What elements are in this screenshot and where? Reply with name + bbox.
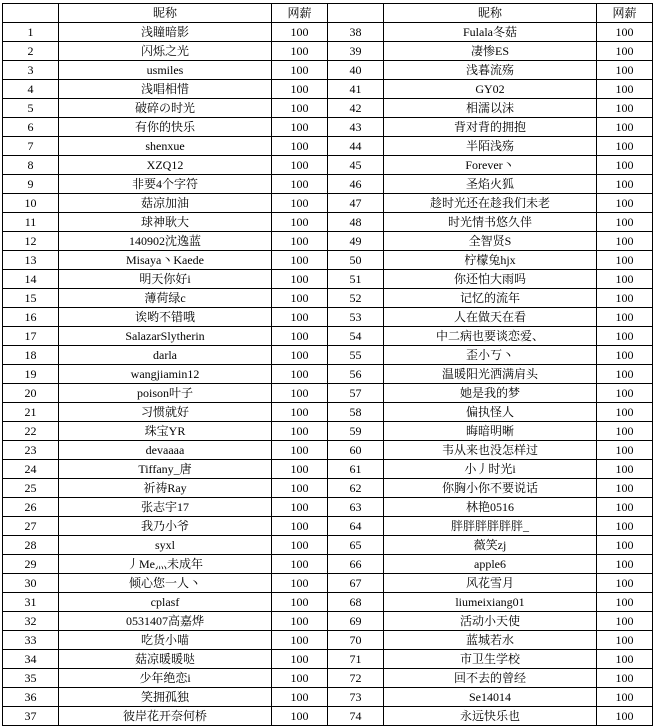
cell-left-salary[interactable]: 100 [272, 23, 328, 42]
cell-right-salary[interactable]: 100 [597, 308, 653, 327]
cell-right-index[interactable]: 61 [328, 460, 384, 479]
cell-right-index[interactable]: 47 [328, 194, 384, 213]
cell-left-salary[interactable]: 100 [272, 251, 328, 270]
table-row [3, 384, 653, 403]
cell-left-index[interactable]: 35 [3, 669, 59, 688]
cell-right-name[interactable]: 时光情书悠久伴 [384, 213, 597, 232]
cell-left-salary[interactable]: 100 [272, 42, 328, 61]
cell-left-index[interactable]: 11 [3, 213, 59, 232]
table-row [3, 593, 653, 612]
cell-right-name[interactable]: 风花雪月 [384, 574, 597, 593]
cell-right-name[interactable]: Se14014 [384, 688, 597, 707]
cell-left-name[interactable]: 诶哟不错哦 [59, 308, 272, 327]
cell-left-salary[interactable]: 100 [272, 479, 328, 498]
cell-left-salary[interactable]: 100 [272, 631, 328, 650]
cell-right-salary[interactable]: 100 [597, 403, 653, 422]
cell-left-index[interactable]: 18 [3, 346, 59, 365]
cell-left-name[interactable]: 丿Me灬未成年 [59, 555, 272, 574]
cell-left-salary[interactable]: 100 [272, 308, 328, 327]
table-row [3, 536, 653, 555]
cell-left-salary[interactable]: 100 [272, 555, 328, 574]
cell-right-index[interactable]: 69 [328, 612, 384, 631]
cell-right-salary[interactable]: 100 [597, 479, 653, 498]
cell-left-index[interactable]: 26 [3, 498, 59, 517]
cell-left-name[interactable]: 浅瞳暗影 [59, 23, 272, 42]
cell-left-name[interactable]: Tiffany_唐 [59, 460, 272, 479]
table-row [3, 194, 653, 213]
cell-right-index[interactable]: 41 [328, 80, 384, 99]
cell-right-name[interactable]: 趁时光还在趁我们未老 [384, 194, 597, 213]
header-name-left: 昵称 [59, 4, 272, 23]
table-row [3, 99, 653, 118]
cell-right-salary[interactable]: 100 [597, 23, 653, 42]
cell-right-salary[interactable]: 100 [597, 270, 653, 289]
table-row [3, 688, 653, 707]
cell-left-name[interactable]: devaaaa [59, 441, 272, 460]
cell-right-index[interactable]: 44 [328, 137, 384, 156]
cell-right-name[interactable]: 圣焰火狐 [384, 175, 597, 194]
cell-left-index[interactable]: 37 [3, 707, 59, 726]
cell-right-name[interactable]: 温暖阳光洒满肩头 [384, 365, 597, 384]
cell-left-salary[interactable]: 100 [272, 650, 328, 669]
table-row [3, 80, 653, 99]
cell-left-name[interactable]: 薄荷绿c [59, 289, 272, 308]
cell-right-salary[interactable]: 100 [597, 517, 653, 536]
cell-left-salary[interactable]: 100 [272, 536, 328, 555]
cell-left-index[interactable]: 7 [3, 137, 59, 156]
cell-right-name[interactable]: 晦暗明晰 [384, 422, 597, 441]
cell-right-name[interactable]: 柠檬兔hjx [384, 251, 597, 270]
cell-left-salary[interactable]: 100 [272, 270, 328, 289]
nickname-salary-table [2, 3, 653, 726]
cell-left-salary[interactable]: 100 [272, 213, 328, 232]
cell-left-salary[interactable]: 100 [272, 99, 328, 118]
cell-left-name[interactable]: 非要4个字符 [59, 175, 272, 194]
cell-left-salary[interactable]: 100 [272, 232, 328, 251]
table-row [3, 479, 653, 498]
cell-left-name[interactable]: 菇凉暖暖哒 [59, 650, 272, 669]
cell-left-salary[interactable]: 100 [272, 175, 328, 194]
cell-right-index[interactable]: 66 [328, 555, 384, 574]
cell-right-salary[interactable]: 100 [597, 688, 653, 707]
cell-left-name[interactable]: 珠宝YR [59, 422, 272, 441]
cell-left-name[interactable]: shenxue [59, 137, 272, 156]
cell-right-index[interactable]: 39 [328, 42, 384, 61]
cell-left-salary[interactable]: 100 [272, 80, 328, 99]
cell-right-name[interactable]: 蓝城若水 [384, 631, 597, 650]
cell-left-salary[interactable]: 100 [272, 593, 328, 612]
cell-right-index[interactable]: 71 [328, 650, 384, 669]
cell-right-salary[interactable]: 100 [597, 498, 653, 517]
cell-left-index[interactable]: 32 [3, 612, 59, 631]
cell-left-salary[interactable]: 100 [272, 346, 328, 365]
table-row [3, 650, 653, 669]
cell-right-name[interactable]: GY02 [384, 80, 597, 99]
cell-left-salary[interactable]: 100 [272, 707, 328, 726]
cell-left-salary[interactable]: 100 [272, 61, 328, 80]
cell-left-name[interactable]: 张志宇17 [59, 498, 272, 517]
cell-left-salary[interactable]: 100 [272, 688, 328, 707]
cell-left-salary[interactable]: 100 [272, 403, 328, 422]
cell-right-name[interactable]: 活动小天使 [384, 612, 597, 631]
cell-left-salary[interactable]: 100 [272, 669, 328, 688]
cell-left-index[interactable]: 5 [3, 99, 59, 118]
cell-right-index[interactable]: 65 [328, 536, 384, 555]
cell-right-salary[interactable]: 100 [597, 213, 653, 232]
header-salary-left: 网薪 [272, 4, 328, 23]
cell-right-name[interactable]: 中二病也要谈恋爱、 [384, 327, 597, 346]
cell-left-index[interactable]: 34 [3, 650, 59, 669]
cell-left-salary[interactable]: 100 [272, 441, 328, 460]
table-row [3, 631, 653, 650]
cell-right-index[interactable]: 48 [328, 213, 384, 232]
table-row [3, 460, 653, 479]
cell-left-index[interactable]: 23 [3, 441, 59, 460]
header-salary-right: 网薪 [597, 4, 653, 23]
cell-right-salary[interactable]: 100 [597, 669, 653, 688]
cell-right-name[interactable]: 她是我的梦 [384, 384, 597, 403]
cell-right-index[interactable]: 68 [328, 593, 384, 612]
cell-left-index[interactable]: 14 [3, 270, 59, 289]
cell-right-index[interactable]: 67 [328, 574, 384, 593]
cell-right-salary[interactable]: 100 [597, 555, 653, 574]
cell-left-index[interactable]: 13 [3, 251, 59, 270]
cell-right-index[interactable]: 40 [328, 61, 384, 80]
cell-left-index[interactable]: 29 [3, 555, 59, 574]
cell-right-name[interactable]: 相濡以沫 [384, 99, 597, 118]
cell-right-salary[interactable]: 100 [597, 251, 653, 270]
header-index-left [3, 4, 59, 23]
table-row [3, 289, 653, 308]
cell-right-name[interactable]: 回不去的曾经 [384, 669, 597, 688]
cell-right-salary[interactable]: 100 [597, 346, 653, 365]
table-row [3, 669, 653, 688]
cell-right-index[interactable]: 74 [328, 707, 384, 726]
cell-right-salary[interactable]: 100 [597, 441, 653, 460]
cell-left-name[interactable]: 浅唱相惜 [59, 80, 272, 99]
cell-left-name[interactable]: 有你的快乐 [59, 118, 272, 137]
cell-right-index[interactable]: 58 [328, 403, 384, 422]
table-header [3, 4, 653, 23]
cell-left-salary[interactable]: 100 [272, 460, 328, 479]
cell-right-index[interactable]: 50 [328, 251, 384, 270]
cell-left-index[interactable]: 12 [3, 232, 59, 251]
table-row [3, 118, 653, 137]
cell-left-salary[interactable]: 100 [272, 289, 328, 308]
table-row [3, 251, 653, 270]
cell-left-salary[interactable]: 100 [272, 498, 328, 517]
cell-right-salary[interactable]: 100 [597, 384, 653, 403]
cell-right-index[interactable]: 51 [328, 270, 384, 289]
cell-left-index[interactable]: 8 [3, 156, 59, 175]
cell-right-name[interactable]: 全智贤S [384, 232, 597, 251]
cell-left-index[interactable]: 6 [3, 118, 59, 137]
cell-right-name[interactable]: 薇笑zj [384, 536, 597, 555]
table-row [3, 270, 653, 289]
cell-right-salary[interactable]: 100 [597, 574, 653, 593]
cell-right-salary[interactable]: 100 [597, 137, 653, 156]
cell-left-index[interactable]: 33 [3, 631, 59, 650]
cell-left-name[interactable]: 吃货小喵 [59, 631, 272, 650]
cell-left-name[interactable]: SalazarSlytherin [59, 327, 272, 346]
cell-right-name[interactable]: 你胸小你不要说话 [384, 479, 597, 498]
cell-right-index[interactable]: 57 [328, 384, 384, 403]
cell-right-name[interactable]: 人在做天在看 [384, 308, 597, 327]
cell-right-name[interactable]: 浅暮流殇 [384, 61, 597, 80]
cell-right-salary[interactable]: 100 [597, 327, 653, 346]
table-row [3, 441, 653, 460]
cell-left-index[interactable]: 19 [3, 365, 59, 384]
cell-right-salary[interactable]: 100 [597, 194, 653, 213]
cell-left-index[interactable]: 28 [3, 536, 59, 555]
cell-right-salary[interactable]: 100 [597, 61, 653, 80]
header-index-right [328, 4, 384, 23]
cell-left-salary[interactable]: 100 [272, 612, 328, 631]
cell-left-name[interactable]: 笑拥孤独 [59, 688, 272, 707]
cell-right-name[interactable]: 记忆的流年 [384, 289, 597, 308]
table-row [3, 23, 653, 42]
cell-left-salary[interactable]: 100 [272, 327, 328, 346]
cell-right-salary[interactable]: 100 [597, 118, 653, 137]
cell-right-salary[interactable]: 100 [597, 631, 653, 650]
cell-right-name[interactable]: Fulala冬菇 [384, 23, 597, 42]
cell-right-salary[interactable]: 100 [597, 536, 653, 555]
cell-right-salary[interactable]: 100 [597, 99, 653, 118]
cell-left-name[interactable]: 闪烁之光 [59, 42, 272, 61]
cell-left-salary[interactable]: 100 [272, 118, 328, 137]
table-row [3, 422, 653, 441]
cell-right-index[interactable]: 70 [328, 631, 384, 650]
table-row [3, 213, 653, 232]
cell-left-name[interactable]: darla [59, 346, 272, 365]
cell-left-name[interactable]: XZQ12 [59, 156, 272, 175]
cell-right-index[interactable]: 73 [328, 688, 384, 707]
cell-left-salary[interactable]: 100 [272, 422, 328, 441]
cell-left-index[interactable]: 16 [3, 308, 59, 327]
cell-right-name[interactable]: 凄惨ES [384, 42, 597, 61]
cell-left-index[interactable]: 20 [3, 384, 59, 403]
cell-right-salary[interactable]: 100 [597, 460, 653, 479]
cell-right-name[interactable]: 偏执怪人 [384, 403, 597, 422]
table-row [3, 612, 653, 631]
cell-left-index[interactable]: 25 [3, 479, 59, 498]
cell-right-salary[interactable]: 100 [597, 422, 653, 441]
header-name-right: 昵称 [384, 4, 597, 23]
cell-right-salary[interactable]: 100 [597, 612, 653, 631]
cell-right-index[interactable]: 45 [328, 156, 384, 175]
cell-left-index[interactable]: 31 [3, 593, 59, 612]
cell-left-index[interactable]: 27 [3, 517, 59, 536]
cell-right-name[interactable]: 市卫生学校 [384, 650, 597, 669]
cell-right-salary[interactable]: 100 [597, 707, 653, 726]
cell-left-name[interactable]: wangjiamin12 [59, 365, 272, 384]
cell-right-name[interactable]: 你还怕大雨吗 [384, 270, 597, 289]
cell-left-index[interactable]: 3 [3, 61, 59, 80]
cell-left-name[interactable]: 明天你好i [59, 270, 272, 289]
cell-right-index[interactable]: 53 [328, 308, 384, 327]
cell-right-index[interactable]: 62 [328, 479, 384, 498]
table-row [3, 574, 653, 593]
cell-right-name[interactable]: 永远快乐也 [384, 707, 597, 726]
cell-right-salary[interactable]: 100 [597, 42, 653, 61]
table-row [3, 42, 653, 61]
cell-right-name[interactable]: 胖胖胖胖胖胖_ [384, 517, 597, 536]
cell-right-index[interactable]: 49 [328, 232, 384, 251]
table-row [3, 61, 653, 80]
cell-right-index[interactable]: 43 [328, 118, 384, 137]
table-row [3, 156, 653, 175]
cell-left-salary[interactable]: 100 [272, 384, 328, 403]
table-row [3, 555, 653, 574]
cell-left-index[interactable]: 10 [3, 194, 59, 213]
cell-right-name[interactable]: 半陌浅殇 [384, 137, 597, 156]
table-row [3, 346, 653, 365]
cell-right-name[interactable]: 背对背的拥抱 [384, 118, 597, 137]
table-row [3, 517, 653, 536]
cell-right-index[interactable]: 46 [328, 175, 384, 194]
cell-left-salary[interactable]: 100 [272, 156, 328, 175]
cell-right-index[interactable]: 59 [328, 422, 384, 441]
table-row [3, 308, 653, 327]
cell-left-name[interactable]: poison叶子 [59, 384, 272, 403]
cell-left-name[interactable]: 习惯就好 [59, 403, 272, 422]
cell-left-index[interactable]: 15 [3, 289, 59, 308]
table-body [3, 23, 653, 726]
table-row [3, 498, 653, 517]
cell-right-index[interactable]: 63 [328, 498, 384, 517]
cell-left-name[interactable]: 少年绝恋i [59, 669, 272, 688]
cell-right-name[interactable]: 林艳0516 [384, 498, 597, 517]
cell-left-name[interactable]: 祈祷Ray [59, 479, 272, 498]
cell-right-index[interactable]: 64 [328, 517, 384, 536]
cell-right-index[interactable]: 38 [328, 23, 384, 42]
cell-left-index[interactable]: 2 [3, 42, 59, 61]
cell-right-index[interactable]: 54 [328, 327, 384, 346]
cell-left-index[interactable]: 9 [3, 175, 59, 194]
cell-right-name[interactable]: 韦从来也没怎样过 [384, 441, 597, 460]
cell-left-index[interactable]: 30 [3, 574, 59, 593]
cell-left-name[interactable]: 140902沈逸蓝 [59, 232, 272, 251]
cell-left-salary[interactable]: 100 [272, 517, 328, 536]
table-row [3, 365, 653, 384]
cell-right-index[interactable]: 72 [328, 669, 384, 688]
cell-left-salary[interactable]: 100 [272, 194, 328, 213]
table-row [3, 403, 653, 422]
cell-left-name[interactable]: usmiles [59, 61, 272, 80]
cell-right-name[interactable]: 歪小丂丶 [384, 346, 597, 365]
cell-left-index[interactable]: 1 [3, 23, 59, 42]
cell-left-index[interactable]: 36 [3, 688, 59, 707]
cell-left-index[interactable]: 21 [3, 403, 59, 422]
table-row [3, 232, 653, 251]
cell-left-name[interactable]: 破碎の时光 [59, 99, 272, 118]
cell-left-index[interactable]: 4 [3, 80, 59, 99]
cell-right-salary[interactable]: 100 [597, 650, 653, 669]
table-row [3, 175, 653, 194]
cell-left-name[interactable]: 倾心您一人丶 [59, 574, 272, 593]
table-row [3, 137, 653, 156]
cell-left-index[interactable]: 24 [3, 460, 59, 479]
cell-left-name[interactable]: 彼岸花开奈何桥 [59, 707, 272, 726]
cell-right-salary[interactable]: 100 [597, 175, 653, 194]
cell-right-index[interactable]: 56 [328, 365, 384, 384]
cell-left-name[interactable]: syxl [59, 536, 272, 555]
cell-right-name[interactable]: Forever丶 [384, 156, 597, 175]
cell-left-index[interactable]: 17 [3, 327, 59, 346]
cell-right-salary[interactable]: 100 [597, 365, 653, 384]
cell-right-index[interactable]: 60 [328, 441, 384, 460]
cell-left-salary[interactable]: 100 [272, 365, 328, 384]
cell-right-index[interactable]: 42 [328, 99, 384, 118]
cell-right-name[interactable]: 小丿时光i [384, 460, 597, 479]
table-row [3, 327, 653, 346]
cell-left-index[interactable]: 22 [3, 422, 59, 441]
table-header-row [3, 4, 653, 23]
cell-left-name[interactable]: 0531407高嘉烨 [59, 612, 272, 631]
cell-right-salary[interactable]: 100 [597, 80, 653, 99]
cell-left-name[interactable]: 球神耿大 [59, 213, 272, 232]
cell-left-name[interactable]: Misaya丶Kaede [59, 251, 272, 270]
cell-left-name[interactable]: cplasf [59, 593, 272, 612]
cell-right-salary[interactable]: 100 [597, 232, 653, 251]
cell-right-salary[interactable]: 100 [597, 593, 653, 612]
cell-left-name[interactable]: 菇凉加油 [59, 194, 272, 213]
cell-right-index[interactable]: 55 [328, 346, 384, 365]
cell-right-name[interactable]: liumeixiang01 [384, 593, 597, 612]
cell-left-name[interactable]: 我乃小爷 [59, 517, 272, 536]
cell-left-salary[interactable]: 100 [272, 574, 328, 593]
cell-left-salary[interactable]: 100 [272, 137, 328, 156]
cell-right-index[interactable]: 52 [328, 289, 384, 308]
table-row [3, 707, 653, 726]
cell-right-salary[interactable]: 100 [597, 289, 653, 308]
cell-right-name[interactable]: apple6 [384, 555, 597, 574]
cell-right-salary[interactable]: 100 [597, 156, 653, 175]
